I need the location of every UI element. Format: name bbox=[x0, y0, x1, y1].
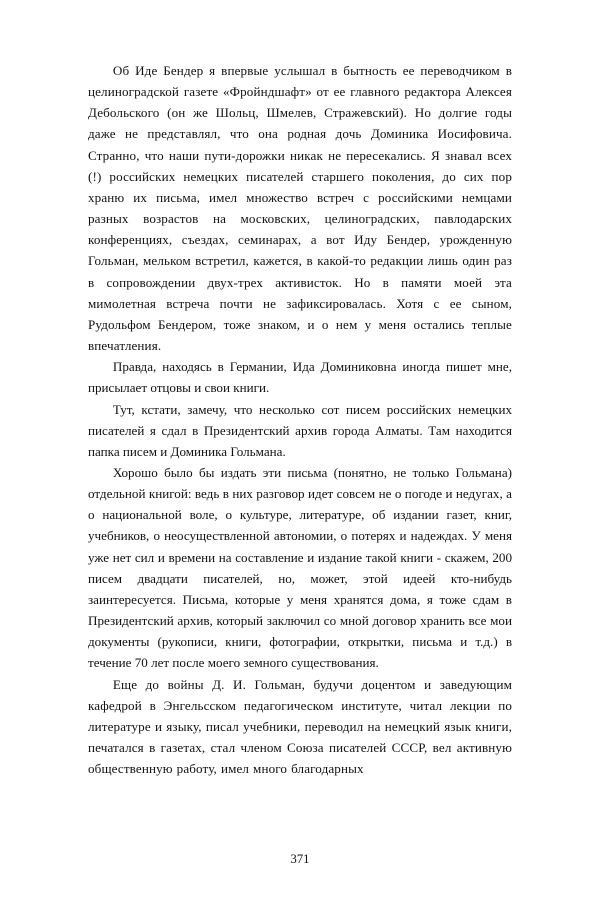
paragraph: Тут, кстати, замечу, что несколько сот писем российских немецких писателей я сдал в Президентский архив города Алматы. Там находится папка писем и Доминика Гольмана. bbox=[88, 401, 512, 459]
paragraph: Хорошо было бы издать эти письма (понятно, не только Гольмана) отдельной книгой: ведь в них разговор идет совсем не о погоде и недугах, а о национальной воле, о культуре, литературе, об издании газет, книг, учебников, о неосуществленной автономии, о потерях и надеждах. У меня уже нет сил и времени на составление и издание такой книги - скажем, 200 писем двадцати писателей, но, может, этой идеей кто-нибудь заинтересуется. Письма, которые у меня хранятся дома, я тоже сдам в Президентский архив, который заключил со мной договор хранить все мои документы (рукописи, книги, фотографии, открытки, письма и т.д.) в течение 70 лет после моего земного существования. bbox=[88, 464, 512, 671]
paragraph: Еще до войны Д. И. Гольман, будучи доцентом и заведующим кафедрой в Энгельсском педагогическом институте, читал лекции по литературе и языку, писал учебники, переводил на немецкий язык книги, печатался в газетах, стал членом Союза писателей СССР, вел активную общественную работу, имел много благодарных bbox=[88, 676, 512, 777]
paragraph: Правда, находясь в Германии, Ида Доминиковна иногда пишет мне, присылает отцовы и свои книги. bbox=[88, 359, 512, 396]
page-number: 371 bbox=[290, 852, 310, 866]
page-body-text bbox=[88, 60, 512, 779]
paragraph: Об Иде Бендер я впервые услышал в бытность ее переводчиком в целиноградской газете «Фройндшафт» от ее главного редактора Алексея Дебольского (он же Шольц, Шмелев, Стражевский). Но долгие годы даже не представлял, что она родная дочь Доминика Иосифовича. Странно, что наши пути-дорожки никак не пересекались. Я знавал всех (!) российских немецких писателей старшего поколения, до сих пор храню их письма, имел множество встреч с российскими немцами разных возрастов на московских, целиноградских, павлодарских конференциях, съездах, семинарах, а вот Иду Бендер, урожденную Гольман, мельком встретил, кажется, в какой-то редакции лишь один раз в сопровождении двух-трех активисток. Но в памяти моей эта мимолетная встреча почти не зафиксировалась. Хотя с ее сыном, Рудольфом Бендером, тоже знаком, и о нем у меня остались теплые впечатления. bbox=[88, 63, 512, 354]
